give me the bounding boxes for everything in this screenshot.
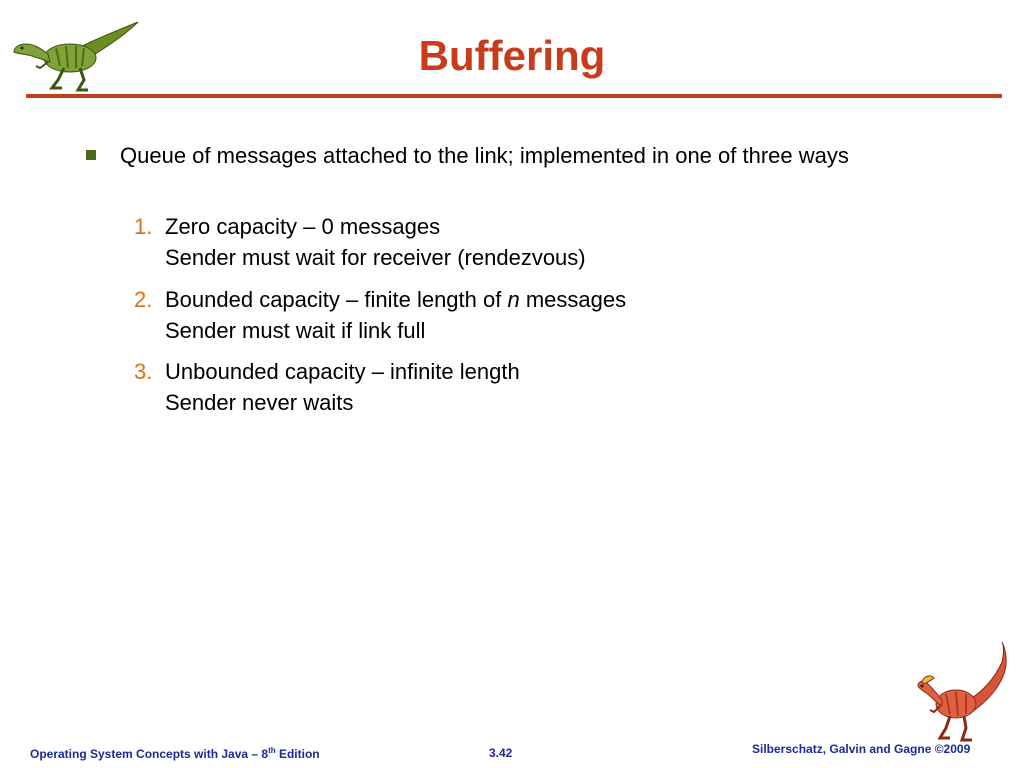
list-item-line1: Unbounded capacity – infinite length	[165, 359, 520, 384]
list-item	[120, 284, 820, 346]
footer-edition-superscript: th	[268, 746, 276, 755]
list-item-line2: Sender must wait if link full	[165, 318, 426, 343]
footer-book-title-text: Operating System Concepts with Java – 8	[30, 747, 269, 761]
list-item-line1	[165, 284, 820, 315]
list-item-line1: Zero capacity – 0 messages	[165, 214, 441, 239]
footer-book-title	[30, 746, 320, 761]
list-item-number: 3.	[134, 359, 153, 384]
list-item	[120, 356, 820, 418]
list-item-line1-text-end: messages	[519, 287, 627, 312]
red-dinosaur-icon	[906, 640, 1010, 744]
footer-page-number: 3.42	[489, 746, 513, 760]
list-item-line2: Sender never waits	[165, 390, 354, 415]
bullet-square-icon	[86, 150, 96, 160]
list-item-number: 2.	[134, 287, 153, 312]
variable-n: n	[507, 287, 520, 312]
slide-title: Buffering	[418, 32, 606, 79]
footer-authors: Silberschatz, Galvin and Gagne ©2009	[752, 742, 971, 756]
footer-book-title-suffix: Edition	[275, 747, 320, 761]
list-item-number: 1.	[134, 214, 153, 239]
main-bullet-text: Queue of messages attached to the link; implemented in one of three ways	[120, 143, 849, 168]
list-item	[120, 211, 820, 273]
list-item-line1-text: Bounded capacity – finite length of	[165, 287, 508, 312]
list-item-line2: Sender must wait for receiver (rendezvous)	[165, 245, 586, 270]
